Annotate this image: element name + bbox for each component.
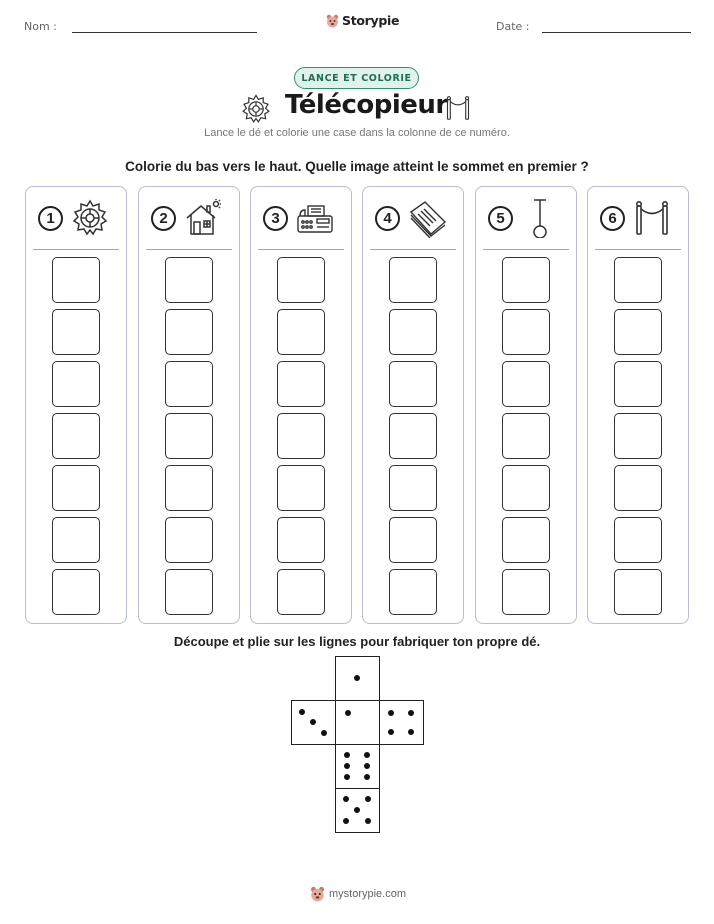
color-box[interactable] [52,413,100,459]
name-line [72,32,257,33]
rope-barrier-icon [443,94,473,122]
color-box[interactable] [614,413,662,459]
color-box[interactable] [389,465,437,511]
footer-site[interactable]: mystorypie.com [329,888,407,900]
footer [310,886,406,902]
gear-icon [70,198,110,238]
column-number: 2 [151,206,176,231]
color-box[interactable] [614,257,662,303]
divider [595,249,681,250]
pip [365,796,371,802]
color-box[interactable] [389,517,437,563]
die-face-5 [335,788,380,833]
color-box[interactable] [165,309,213,355]
pip [408,729,414,735]
divider [258,249,344,250]
color-box[interactable] [502,257,550,303]
hanging-weight-icon [520,198,560,238]
brand-name: Storypie [342,13,400,28]
die-face-3 [291,700,336,745]
name-label: Nom : [24,20,57,33]
color-box[interactable] [502,413,550,459]
fax-machine-icon [295,198,335,238]
color-box[interactable] [277,361,325,407]
divider [483,249,569,250]
activity-badge: LANCE ET COLORIE [294,67,419,89]
color-box[interactable] [277,257,325,303]
pip [354,807,360,813]
column-1 [25,186,127,624]
storypie-logo-icon [310,886,325,902]
subtitle: Lance le dé et colorie une case dans la colonne de ce numéro. [204,127,510,139]
die-face-1 [335,656,380,701]
pip [344,774,350,780]
color-box[interactable] [502,361,550,407]
color-box[interactable] [52,309,100,355]
color-box[interactable] [277,465,325,511]
color-box[interactable] [389,569,437,615]
pip [310,719,316,725]
die-face-6 [335,744,380,789]
column-5 [475,186,577,624]
color-box[interactable] [614,361,662,407]
column-number: 3 [263,206,288,231]
color-box[interactable] [502,569,550,615]
color-box[interactable] [502,517,550,563]
pip [408,710,414,716]
color-box[interactable] [277,517,325,563]
column-number: 4 [375,206,400,231]
die-face-1-center [335,700,380,745]
instruction: Colorie du bas vers le haut. Quelle image atteint le sommet en premier ? [125,159,589,174]
color-box[interactable] [165,413,213,459]
die-face-4 [379,700,424,745]
cut-instruction: Découpe et plie sur les lignes pour fabriquer ton propre dé. [173,634,541,649]
color-box[interactable] [165,465,213,511]
divider [370,249,456,250]
color-box[interactable] [52,465,100,511]
rope-barrier-icon [632,198,672,238]
pip [364,763,370,769]
pip [345,710,351,716]
pip [388,710,394,716]
color-box[interactable] [502,309,550,355]
column-4 [362,186,464,624]
color-box[interactable] [165,517,213,563]
color-box[interactable] [277,569,325,615]
divider [146,249,232,250]
column-6 [587,186,689,624]
color-box[interactable] [389,413,437,459]
color-box[interactable] [52,517,100,563]
color-box[interactable] [165,361,213,407]
color-box[interactable] [52,361,100,407]
column-number: 1 [38,206,63,231]
pip [354,675,360,681]
storypie-logo-icon [326,14,339,28]
color-box[interactable] [389,309,437,355]
brand [326,13,399,28]
column-2 [138,186,240,624]
pip [344,752,350,758]
gear-icon [240,93,272,125]
color-box[interactable] [614,517,662,563]
color-box[interactable] [277,413,325,459]
column-3 [250,186,352,624]
column-number: 6 [600,206,625,231]
color-box[interactable] [389,257,437,303]
pip [343,818,349,824]
pip [365,818,371,824]
color-box[interactable] [277,309,325,355]
color-box[interactable] [614,465,662,511]
color-box[interactable] [52,257,100,303]
color-box[interactable] [52,569,100,615]
pip [299,709,305,715]
date-line [542,32,691,33]
color-box[interactable] [614,309,662,355]
pip [364,752,370,758]
color-box[interactable] [389,361,437,407]
color-box[interactable] [502,465,550,511]
column-number: 5 [488,206,513,231]
divider [33,249,119,250]
pip [388,729,394,735]
color-box[interactable] [614,569,662,615]
color-box[interactable] [165,257,213,303]
pip [321,730,327,736]
date-label: Date : [496,20,530,33]
pip [344,763,350,769]
page-title: Télécopieur [285,90,448,120]
house-icon [183,198,223,238]
pip [343,796,349,802]
color-box[interactable] [165,569,213,615]
paper-stack-icon [407,198,447,238]
pip [364,774,370,780]
